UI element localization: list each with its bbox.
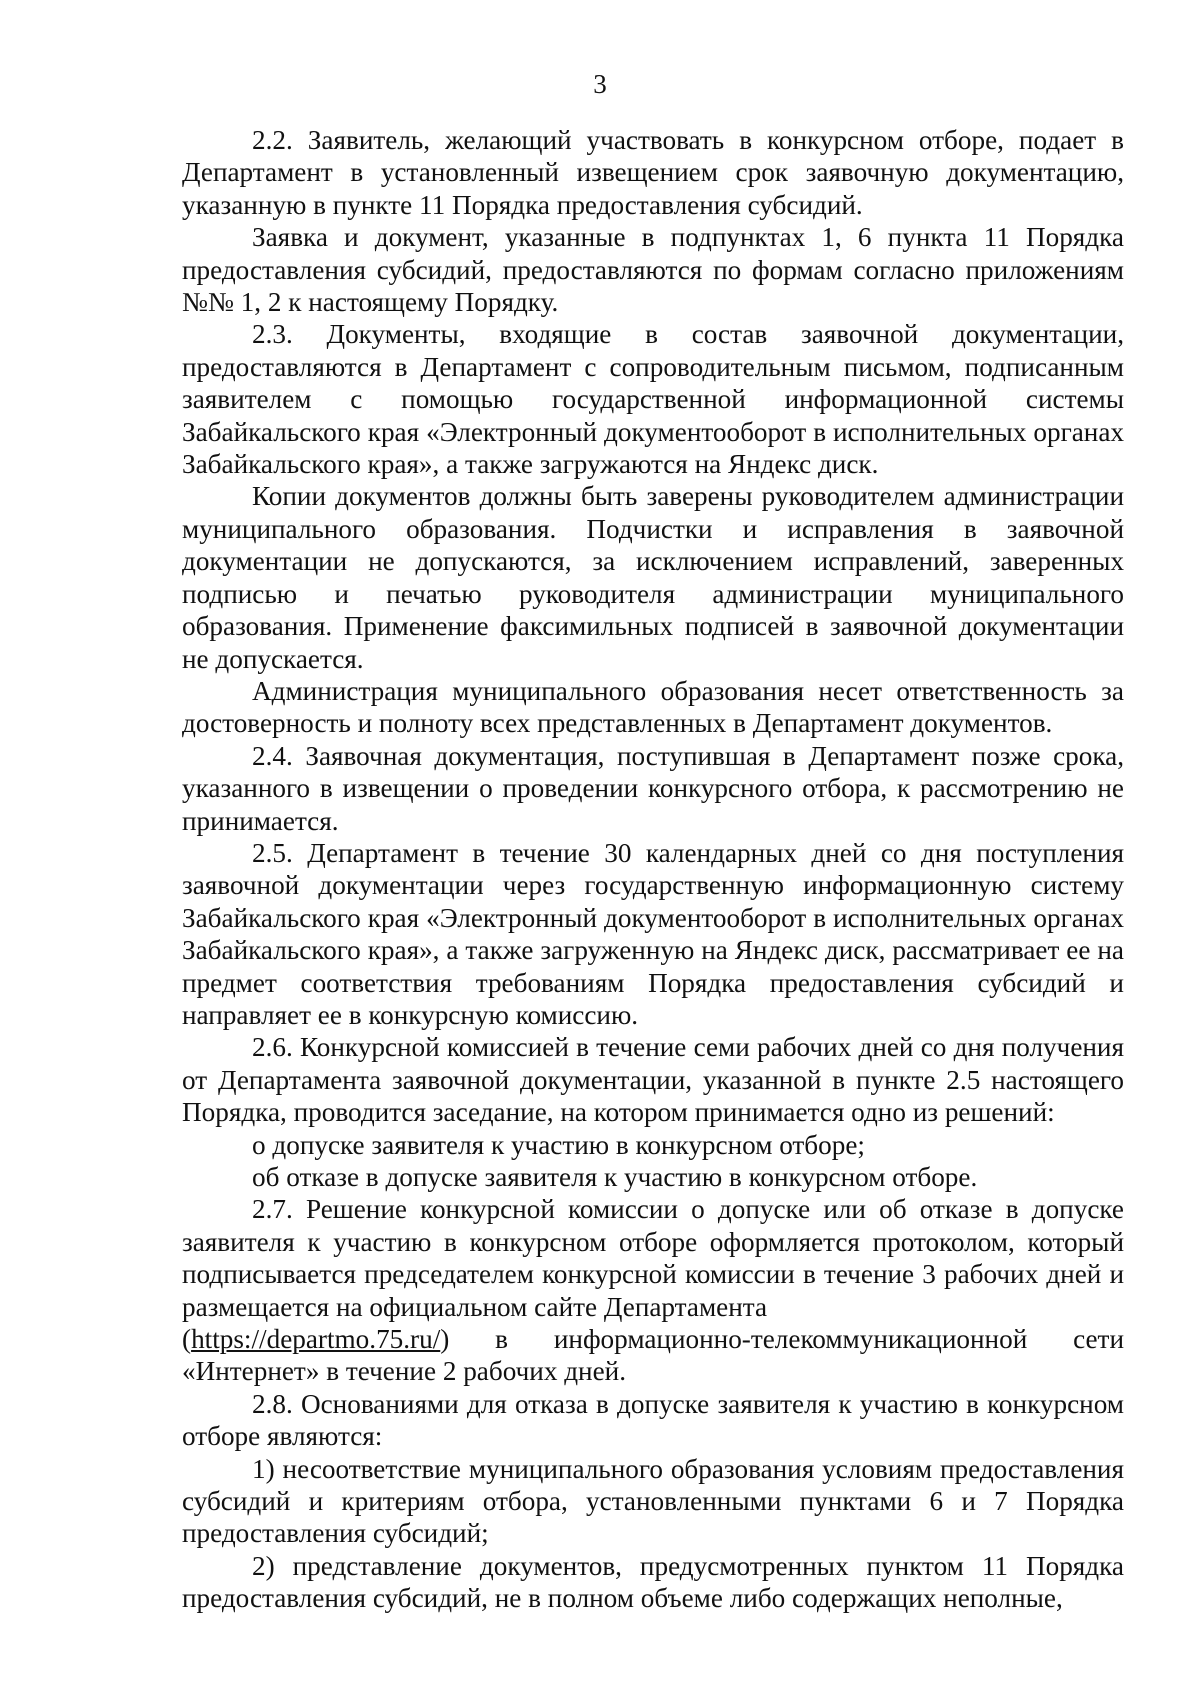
paragraph-2-8: 2.8. Основаниями для отказа в допуске заявителя к участию в конкурсном отборе являются: <box>182 1388 1124 1452</box>
paragraph-administration-responsibility: Администрация муниципального образования несет ответственность за достоверность и полноту всех представленных в Департамент документов. <box>182 675 1124 739</box>
paragraph-2-4: 2.4. Заявочная документация, поступившая в Департамент позже срока, указанного в извещении о проведении конкурсного отбора, к рассмотрению не принимается. <box>182 740 1124 836</box>
paragraph-2-5: 2.5. Департамент в течение 30 календарных дней со дня поступления заявочной документации через государственную информационную систему Забайкальского края «Электронный документооборот в исполнительных органах Забайкальского края», а также загруженную на Яндекс диск, рассматривает ее на предмет соответствия требованиям Порядка предоставления субсидий и направляет ее в конкурсную комиссию. <box>182 837 1124 1030</box>
paragraph-decision-refusal: об отказе в допуске заявителя к участию в конкурсном отборе. <box>252 1162 978 1192</box>
paragraph-decision-admission: о допуске заявителя к участию в конкурсном отборе; <box>252 1129 865 1160</box>
paragraph-copies-certification: Копии документов должны быть заверены руководителем администрации муниципального образования. Подчистки и исправления в заявочной документации не допускаются, за исключением исправлений, заверенных подписью и печатью руководителя администрации муниципального образования. Применение факсимильных подписей в заявочной документации не допускается. <box>182 481 1124 674</box>
department-website-link[interactable]: https://departmo.75.ru/ <box>191 1324 441 1355</box>
paragraph-2-7-continuation <box>182 1323 1124 1388</box>
page-number: 3 <box>593 69 607 99</box>
paragraph-2-2: 2.2. Заявитель, желающий участвовать в конкурсном отборе, подает в Департамент в установленный извещением срок заявочную документацию, указанную в пункте 11 Порядка предоставления субсидий. <box>182 125 1124 220</box>
link-suffix: ) в информационно-телекоммуникационной сети «Интернет» в течение 2 рабочих дней. <box>182 1324 1124 1387</box>
paragraph-2-3: 2.3. Документы, входящие в состав заявочной документации, предоставляются в Департамент с сопроводительным письмом, подписанным заявителем с помощью государственной информационной системы Забайкальского края «Электронный документооборот в исполнительных органах Забайкальского края», а также загружаются на Яндекс диск. <box>182 319 1124 480</box>
paragraph-2-7: 2.7. Решение конкурсной комиссии о допуске или об отказе в допуске заявителя к участию в конкурсном отборе оформляется протоколом, который подписывается председателем конкурсной комиссии в течение 3 рабочих дней и размещается на официальном сайте Департамента <box>182 1194 1124 1322</box>
document-body <box>182 124 1124 1615</box>
paragraph-ground-1: 1) несоответствие муниципального образования условиям предоставления субсидий и критериям отбора, установленными пунктами 6 и 7 Порядка предоставления субсидий; <box>182 1453 1124 1549</box>
paragraph-application-forms: Заявка и документ, указанные в подпунктах 1, 6 пункта 11 Порядка предоставления субсидий, предоставляются по формам согласно приложениям №№ 1, 2 к настоящему Порядку. <box>182 222 1124 318</box>
paragraph-ground-2: 2) представление документов, предусмотренных пунктом 11 Порядка предоставления субсидий, не в полном объеме либо содержащих неполные, <box>182 1550 1124 1614</box>
link-prefix: ( <box>182 1324 192 1355</box>
paragraph-2-6: 2.6. Конкурсной комиссией в течение семи рабочих дней со дня получения от Департамента заявочной документации, указанной в пункте 2.5 настоящего Порядка, проводится заседание, на котором принимается одно из решений: <box>182 1032 1124 1128</box>
